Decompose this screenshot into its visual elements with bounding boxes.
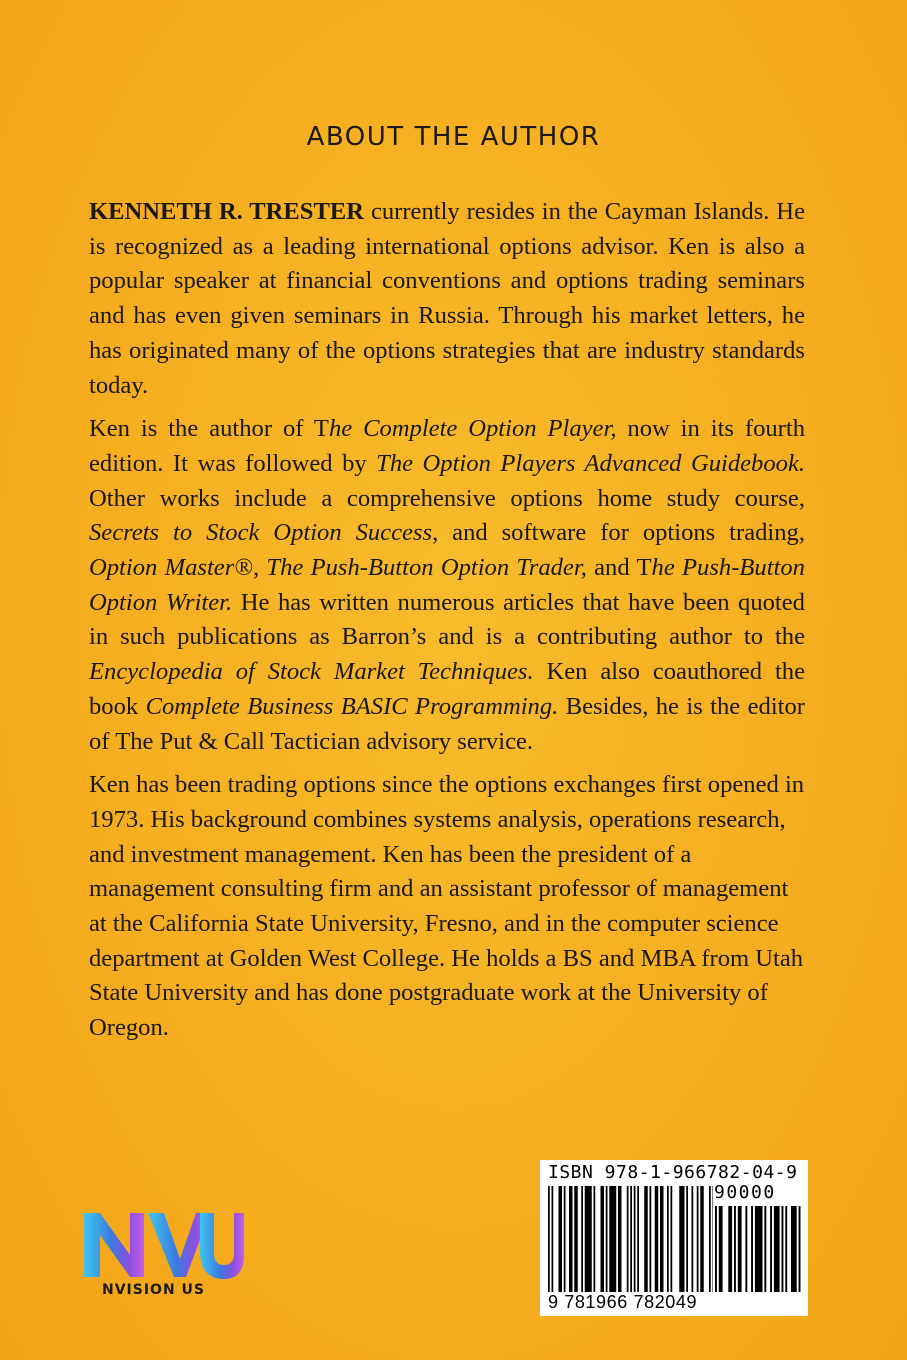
bio-text: , and software for options trading, — [432, 519, 805, 547]
author-name: KENNETH R. TRESTER — [89, 198, 365, 225]
bio-text: Other works include a comprehensive options home study course, — [89, 484, 805, 512]
bio-text: and T — [586, 554, 652, 582]
barcode-bar — [634, 1186, 636, 1292]
barcode-bar — [734, 1206, 736, 1292]
barcode-bar — [782, 1206, 784, 1292]
barcode-bar — [799, 1206, 801, 1292]
barcode-bar — [692, 1186, 694, 1292]
book-title: The Option Players Advanced Guidebook. — [376, 449, 806, 477]
bio-text: now in its fourth edition. It was followed by — [89, 415, 806, 477]
barcode-bar — [770, 1206, 772, 1292]
software-title: he Push-Button Option Writer. — [89, 554, 805, 616]
book-title: Secrets to Stock Option Success — [89, 519, 433, 547]
barcode-bar — [637, 1186, 639, 1292]
barcode-bar — [679, 1186, 684, 1292]
bio-text: Ken is the author of T — [89, 415, 329, 443]
barcode-bar — [585, 1186, 592, 1292]
book-title: Complete Business BASIC Programming. — [145, 692, 559, 720]
nvu-logo-mark — [82, 1205, 246, 1285]
barcode-bar — [745, 1206, 747, 1292]
barcode-bar — [738, 1206, 742, 1292]
bio-text: currently resides in the Cayman Islands. He is recognized as a leading international options advisor. Ken is also a popular speaker at financial conventions and options trading seminars and has even given seminars in Russia. Through his market letters, he has originated many of the options strategies that are industry standards today. — [89, 198, 805, 399]
barcode-bar — [564, 1186, 566, 1292]
barcode-bar — [715, 1206, 717, 1292]
barcode-bar — [559, 1186, 563, 1292]
software-title: Option Master®, The Push-Button Option Trader, — [89, 554, 587, 582]
barcode-bar — [618, 1186, 622, 1292]
barcode-bar — [686, 1186, 688, 1292]
bio-paragraph-2 — [89, 412, 805, 759]
book-title: he Complete Option Player, — [328, 415, 617, 443]
barcode-bar — [574, 1186, 578, 1292]
addon-bars — [715, 1206, 803, 1292]
barcode-bar — [719, 1206, 723, 1292]
barcode-bar — [709, 1186, 711, 1292]
barcode-bar — [697, 1186, 699, 1292]
barcode-bar — [569, 1186, 573, 1292]
barcode-bar — [609, 1186, 616, 1292]
barcode-bar — [751, 1206, 753, 1292]
barcode-bar — [548, 1186, 550, 1292]
barcode-bar — [755, 1206, 763, 1292]
bio-text: Ken also coauthored the book — [89, 658, 805, 720]
bio-paragraph-1 — [89, 195, 805, 403]
barcode-bar — [627, 1186, 629, 1292]
barcode-digits: 9 781966 782049 — [548, 1292, 698, 1312]
barcode-bar — [774, 1206, 780, 1292]
barcode-bar — [650, 1186, 652, 1292]
barcode-bar — [594, 1186, 596, 1292]
barcode-bar — [644, 1186, 648, 1292]
barcode-bar — [630, 1186, 632, 1292]
barcode-bar — [700, 1186, 704, 1292]
barcode-bar — [713, 1186, 714, 1292]
book-title: Encyclopedia of Stock Market Techniques. — [89, 658, 534, 686]
barcode-bar — [601, 1186, 605, 1292]
barcode-bar — [728, 1206, 732, 1292]
publisher-name: NVISION US — [102, 1282, 205, 1298]
bio-text: Besides, he is the editor of The Put & Call Tactician advisory service. — [89, 692, 805, 755]
bio-paragraph-3: Ken has been trading options since the options exchanges first opened in 1973. His background combines systems analysis, operations research, and investment management. Ken has been the president of a management consulting firm and an assistant professor of management at the California State University, Fresno, and in the computer science department at Golden West College. He holds a BS and MBA from Utah State University and has done postgraduate work at the University of Oregon. — [89, 771, 805, 1042]
barcode-bar — [671, 1186, 673, 1292]
barcode-bar — [655, 1186, 659, 1292]
section-heading: ABOUT THE AUTHOR — [306, 122, 601, 152]
barcode-bar — [791, 1206, 797, 1292]
barcode-bar — [785, 1206, 787, 1292]
price-code: 90000 — [714, 1182, 776, 1203]
publisher-logo — [82, 1205, 246, 1290]
barcode-bar — [552, 1186, 554, 1292]
barcode-bar — [606, 1186, 608, 1292]
ean13-bars — [548, 1186, 713, 1292]
barcode-bar — [667, 1186, 669, 1292]
barcode-bar — [764, 1206, 766, 1292]
bio-text: He has written numerous articles that have been quoted in such publications as Barron’s and is a contributing author to the — [89, 588, 805, 651]
author-bio — [89, 195, 805, 1055]
isbn-barcode — [540, 1160, 808, 1316]
barcode-bar — [581, 1186, 583, 1292]
isbn-label: ISBN 978-1-966782-04-9 — [548, 1162, 798, 1183]
barcode-bar — [660, 1186, 664, 1292]
